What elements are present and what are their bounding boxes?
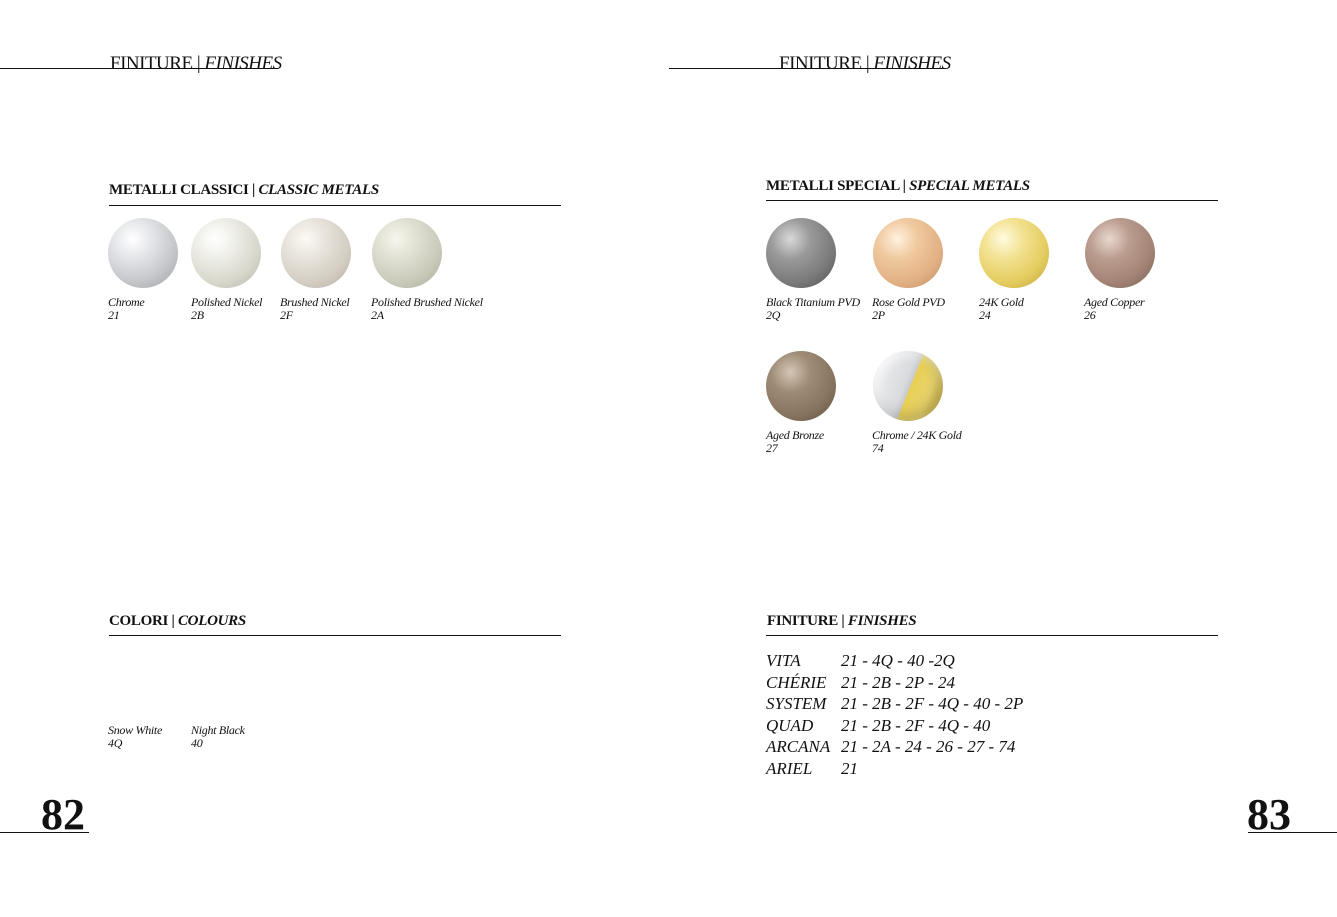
caption-aged-bronze bbox=[766, 429, 824, 455]
special-title-it: METALLI SPECIAL bbox=[766, 178, 900, 194]
swatch-polished-nickel bbox=[191, 218, 261, 288]
header-main: FINITURE bbox=[779, 53, 862, 74]
caption-name: Polished Brushed Nickel bbox=[371, 295, 483, 309]
finish-row-codes: 21 - 4Q - 40 -2Q bbox=[841, 651, 955, 670]
finishes-table-rule bbox=[766, 635, 1218, 636]
swatch-rose-gold-pvd bbox=[873, 218, 943, 288]
finish-row-name: ARCANA bbox=[766, 737, 831, 756]
colours-title-en: COLOURS bbox=[177, 613, 246, 629]
swatch-24k-gold bbox=[979, 218, 1049, 288]
caption-name: 24K Gold bbox=[979, 295, 1024, 309]
finishes-title-sep: | bbox=[841, 613, 845, 629]
header-sep: | bbox=[196, 53, 201, 74]
caption-code: 2A bbox=[371, 308, 384, 322]
classic-metals-title bbox=[109, 183, 379, 198]
caption-chrome-24k-gold bbox=[872, 429, 961, 455]
caption-name: Rose Gold PVD bbox=[872, 295, 945, 309]
caption-name: Brushed Nickel bbox=[280, 295, 350, 309]
finish-row-codes: 21 bbox=[841, 759, 858, 778]
finish-row-name: ARIEL bbox=[766, 759, 813, 778]
caption-brushed-nickel bbox=[280, 296, 349, 322]
page-number-rule-right bbox=[1248, 832, 1337, 833]
finish-row-codes: 21 - 2A - 24 - 26 - 27 - 74 bbox=[841, 737, 1016, 756]
caption-night-black bbox=[191, 724, 245, 750]
finish-row-codes: 21 - 2B - 2P - 24 bbox=[841, 673, 955, 692]
finishes-title-en: FINISHES bbox=[847, 613, 917, 629]
finish-row-codes: 21 - 2B - 2F - 4Q - 40 - 2P bbox=[841, 694, 1024, 713]
swatch-aged-copper bbox=[1085, 218, 1155, 288]
caption-polished-brushed-nickel bbox=[371, 296, 483, 322]
classic-metals-rule bbox=[109, 205, 561, 206]
caption-name: Aged Bronze bbox=[766, 428, 824, 442]
header-italic: FINISHES bbox=[204, 53, 282, 74]
caption-code: 21 bbox=[108, 308, 120, 322]
finish-row-vita bbox=[766, 652, 955, 669]
caption-name: Snow White bbox=[108, 723, 162, 737]
caption-name: Chrome bbox=[108, 295, 145, 309]
caption-code: 27 bbox=[766, 441, 778, 455]
caption-code: 4Q bbox=[108, 736, 123, 750]
finishes-table-title bbox=[767, 614, 916, 629]
caption-code: 2Q bbox=[766, 308, 781, 322]
caption-name: Night Black bbox=[191, 723, 245, 737]
finish-row-name: SYSTEM bbox=[766, 694, 827, 713]
caption-code: 2P bbox=[872, 308, 885, 322]
special-title-en: SPECIAL METALS bbox=[909, 178, 1030, 194]
page-header-right bbox=[779, 54, 951, 73]
finish-row-system bbox=[766, 695, 1023, 712]
caption-code: 24 bbox=[979, 308, 991, 322]
special-metals-rule bbox=[766, 200, 1218, 201]
header-italic: FINISHES bbox=[873, 53, 951, 74]
caption-rose-gold-pvd bbox=[872, 296, 945, 322]
finish-row-codes: 21 - 2B - 2F - 4Q - 40 bbox=[841, 716, 991, 735]
swatch-black-titanium-pvd bbox=[766, 218, 836, 288]
colours-title-sep: | bbox=[171, 613, 175, 629]
finishes-title-it: FINITURE bbox=[767, 613, 838, 629]
caption-24k-gold bbox=[979, 296, 1024, 322]
page-header-left bbox=[110, 54, 282, 73]
finish-row-name: QUAD bbox=[766, 716, 814, 735]
finish-row-name: CHÉRIE bbox=[766, 673, 827, 692]
header-sep: | bbox=[865, 53, 870, 74]
caption-code: 2B bbox=[191, 308, 204, 322]
caption-code: 40 bbox=[191, 736, 203, 750]
caption-aged-copper bbox=[1084, 296, 1144, 322]
colours-title bbox=[109, 614, 246, 629]
classic-title-en: CLASSIC METALS bbox=[258, 182, 379, 198]
page-number-right: 83 bbox=[1247, 790, 1291, 839]
colours-title-it: COLORI bbox=[109, 613, 169, 629]
caption-name: Aged Copper bbox=[1084, 295, 1145, 309]
special-title-sep: | bbox=[902, 178, 906, 194]
caption-name: Polished Nickel bbox=[191, 295, 263, 309]
caption-black-titanium-pvd bbox=[766, 296, 860, 322]
caption-chrome bbox=[108, 296, 144, 322]
swatch-chrome-24k-gold bbox=[873, 351, 943, 421]
swatch-chrome bbox=[108, 218, 178, 288]
swatch-polished-brushed-nickel bbox=[372, 218, 442, 288]
caption-snow-white bbox=[108, 724, 162, 750]
caption-polished-nickel bbox=[191, 296, 262, 322]
header-main: FINITURE bbox=[110, 53, 193, 74]
special-metals-title bbox=[766, 179, 1030, 194]
classic-title-sep: | bbox=[252, 182, 256, 198]
swatch-aged-bronze bbox=[766, 351, 836, 421]
finish-row-ariel bbox=[766, 760, 858, 777]
finish-row-name: VITA bbox=[766, 651, 801, 670]
caption-code: 2F bbox=[280, 308, 293, 322]
caption-code: 74 bbox=[872, 441, 884, 455]
colours-rule bbox=[109, 635, 561, 636]
finish-row-cherie bbox=[766, 674, 955, 691]
page-number-left: 82 bbox=[41, 790, 85, 839]
finish-row-arcana bbox=[766, 738, 1015, 755]
caption-name: Chrome / 24K Gold bbox=[872, 428, 962, 442]
page-number-rule-left bbox=[0, 832, 89, 833]
caption-name: Black Titanium PVD bbox=[766, 295, 860, 309]
classic-title-it: METALLI CLASSICI bbox=[109, 182, 249, 198]
finish-row-quad bbox=[766, 717, 990, 734]
swatch-brushed-nickel bbox=[281, 218, 351, 288]
caption-code: 26 bbox=[1084, 308, 1096, 322]
